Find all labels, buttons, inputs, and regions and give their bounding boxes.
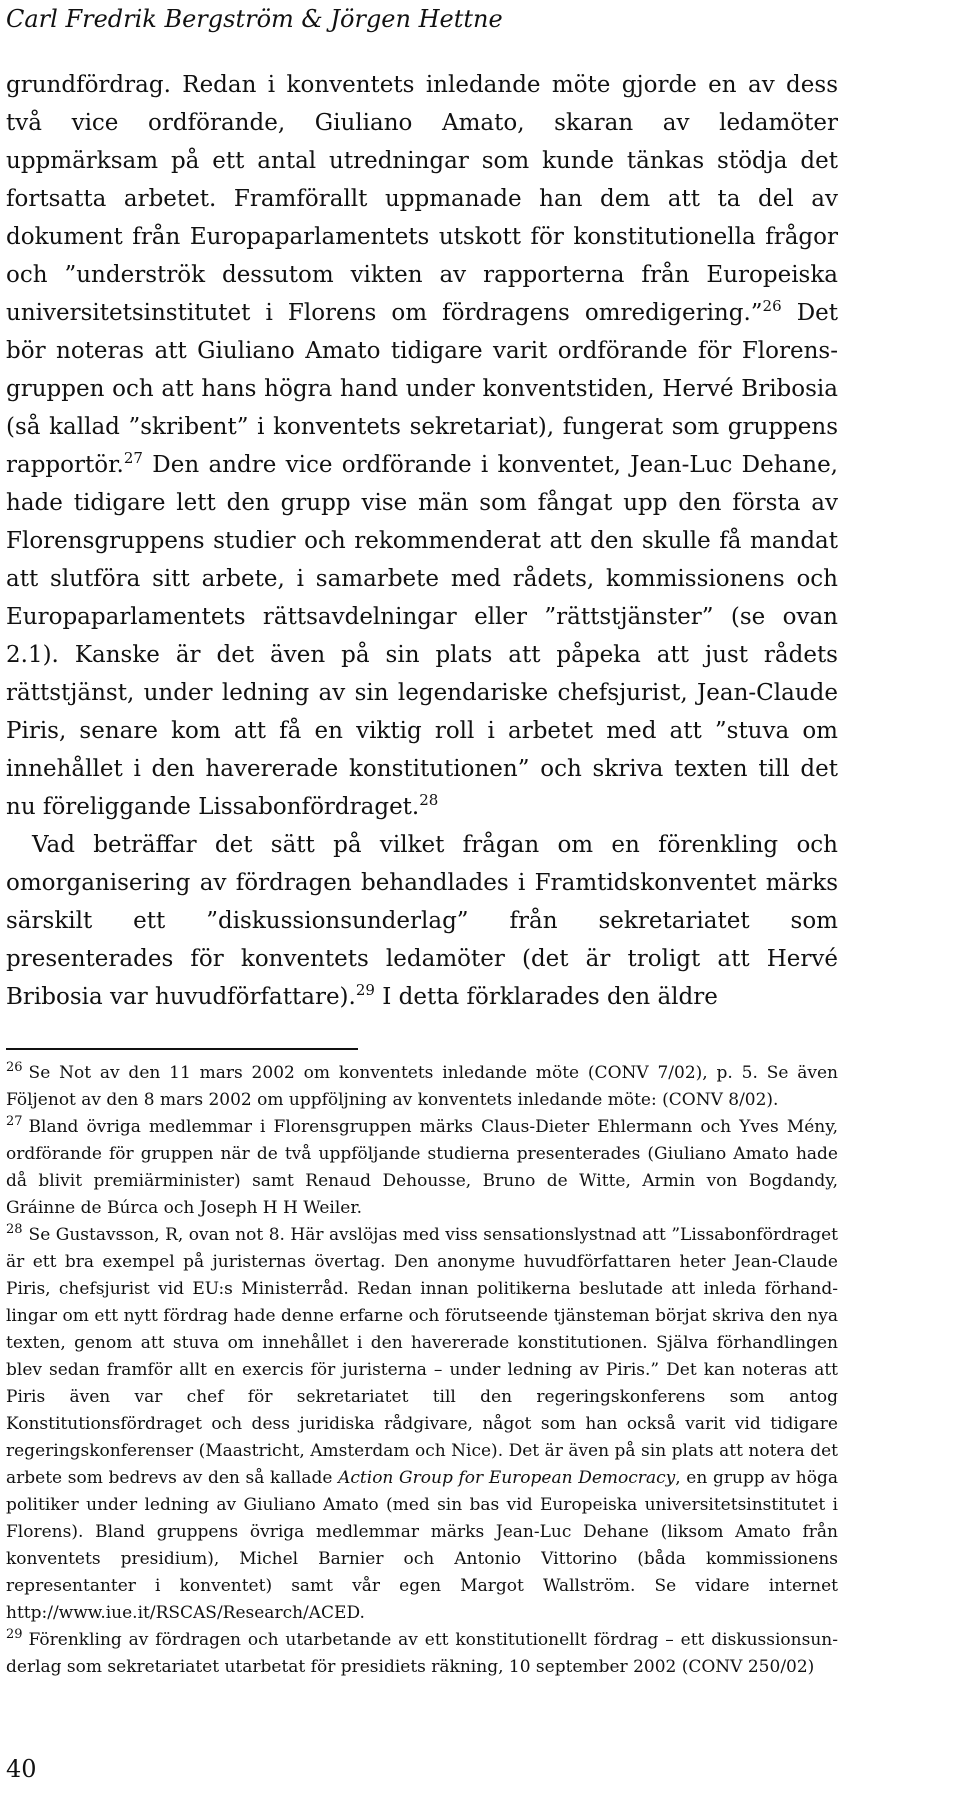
footnote-number: 27: [6, 1114, 23, 1129]
footnote-ref-26: 26: [762, 297, 782, 315]
footnote-text: Förenkling av fördragen och utarbetande av ett konstitutionellt fördrag – ett diskussionsunderlag som sekretariatet utarbetat för presidiets räkning, 10 september 2002 (CONV 250/02): [6, 1630, 838, 1677]
footnotes: [6, 1060, 838, 1681]
paragraph-1-text-a: grundfördrag. Redan i konventets inledande möte gjorde en av dess två vice ordförande, Giuliano Amato, skaran av ledamöter uppmärksam på ett antal utredningar som kunde tänkas stödja det fortsatta arbetet. Framförallt uppmanade han dem att ta del av dokument från Europaparlamentets utskott för konstitutionella frågor och ”underströk dessutom vikten av rapporterna från Europeiska universitetsinstitutet i Florens om fördragens omredigering.”: [6, 72, 838, 326]
footnote-text: Se Gustavsson, R, ovan not 8. Här avslöjas med viss sensationslystnad att ”Lissabonfördraget är ett bra exempel på juristernas övertag. Den anonyme huvudförfattaren heter Jean-Claude Piris, chefsjurist vid EU:s Ministerråd. Redan innan politikerna beslutade att inleda förhandlingar om ett nytt fördrag hade denne erfarne och förutseende tjänsteman börjat skriva den nya texten, genom att stuva om innehållet i den havererade konstitutionen. Själva förhandlingen blev sedan framför allt en exercis för juristerna – under ledning av Piris.” Det kan noteras att Piris även var chef för sekretariatet till den regeringskonferens som antog Konstitutionsfördraget och dess juridiska rådgivare, något som han också varit vid tidigare regeringskonferenser (Maastricht, Amsterdam och Nice). Det är även på sin plats att notera det arbete som bedrevs av den så kallade: [6, 1225, 838, 1488]
page-number: 40: [6, 1755, 37, 1783]
body-text: [6, 66, 838, 1016]
footnote-separator: [6, 1048, 358, 1050]
footnote-27: [6, 1114, 838, 1222]
footnote-text-continued: , en grupp av höga politiker under ledning av Giuliano Amato (med sin bas vid Europeiska universitetsinstitutet i Florens). Bland gruppens övriga medlemmar märks Jean-Luc Dehane (liksom Amato från konventets presidium), Michel Barnier och Antonio Vittorino (båda kommissionens representanter i konventet) samt vår egen Margot Wallström. Se vidare internet http://www.iue.it/RSCAS/Research/ACED.: [6, 1468, 838, 1623]
footnote-text: Bland övriga medlemmar i Florensgruppen märks Claus-Dieter Ehlermann och Yves Mény, ordförande för gruppen när de två uppföljande studierna presenterades (Giuliano Amato hade då blivit premiärminister) samt Renaud Dehousse, Bruno de Witte, Armin von Bogdandy, Gráinne de Búrca och Joseph H H Weiler.: [6, 1117, 838, 1218]
paragraph-2-text-b: I detta förklarades den äldre: [374, 984, 718, 1010]
paragraph-2: [6, 826, 838, 1016]
footnote-26: [6, 1060, 838, 1114]
paragraph-1: [6, 66, 838, 826]
footnote-number: 26: [6, 1060, 23, 1075]
footnote-29: [6, 1627, 838, 1681]
running-head: Carl Fredrik Bergström & Jörgen Hettne: [6, 5, 503, 33]
footnote-ref-29: 29: [355, 981, 375, 999]
paragraph-2-text-a: Vad beträffar det sätt på vilket frågan om en förenkling och omorganisering av fördragen behandlades i Framtidskonventet märks särskilt ett ”diskussionsunderlag” från sekretariatet som presenterades för konventets ledamöter (det är troligt att Hervé Bribosia var huvudförfattare).: [6, 832, 838, 1010]
footnote-28: [6, 1222, 838, 1627]
footnote-italic-title: Action Group for European Democracy: [338, 1468, 676, 1488]
footnote-number: 28: [6, 1222, 23, 1237]
footnote-number: 29: [6, 1627, 23, 1642]
paragraph-1-text-c: Den andre vice ordförande i konventet, Jean-Luc Dehane, hade tidigare lett den grupp vise män som fångat upp den första av Florensgruppens studier och rekommenderat att den skulle få mandat att slutföra sitt arbete, i samarbete med rådets, kommissionens och Europaparlamentets rättsavdelningar eller ”rättstjänster” (se ovan 2.1). Kanske är det även på sin plats att påpeka att just rådets rättstjänst, under ledning av sin legendariske chefsjurist, Jean-Claude Piris, senare kom att få en viktig roll i arbetet med att ”stuva om innehållet i den havererade konstitutionen” och skriva texten till det nu föreliggande Lissabonfördraget.: [6, 452, 838, 820]
paragraph-1-text-b: Det bör noteras att Giuliano Amato tidigare varit ordförande för Florensgruppen och att hans högra hand under konventstiden, Hervé Bribosia (så kallad ”skribent” i konventets sekretariat), fungerat som gruppens rapportör.: [6, 300, 838, 478]
footnote-ref-27: 27: [123, 449, 143, 467]
footnote-text: Se Not av den 11 mars 2002 om konventets inledande möte (CONV 7/02), p. 5. Se även Följenot av den 8 mars 2002 om uppföljning av konventets inledande möte: (CONV 8/02).: [6, 1063, 838, 1110]
footnote-ref-28: 28: [419, 791, 439, 809]
